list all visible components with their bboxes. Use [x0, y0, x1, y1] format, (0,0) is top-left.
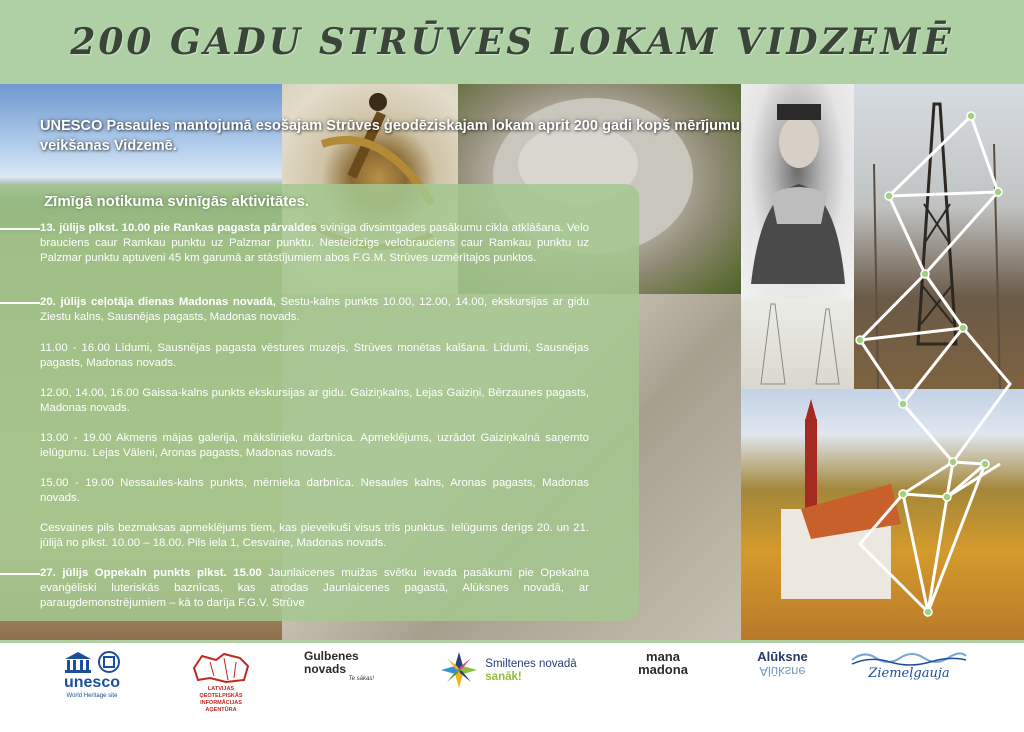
madona-logo: [628, 650, 698, 676]
aluksne-logo: [745, 650, 820, 678]
smiltenes-text-line1: Smiltenes novadā: [485, 657, 577, 670]
unesco-temple-icon: [63, 650, 93, 674]
activity-entry: [40, 386, 589, 416]
gulbenes-logo: [304, 650, 374, 682]
madona-text-line2: madona: [638, 662, 688, 677]
activity-entry: [40, 476, 589, 506]
activity-entry: [40, 566, 589, 610]
entry-text: Cesvaines pils bezmaksas apmeklējums tiem, kas pieveikuši visus trīs punktus. Ielūgums derīgs 20. un 21. jūlijā no plkst. 10.00 – 18.00. Pils iela 1, Cesvaine, Madonas novads.: [40, 522, 589, 549]
lgia-text-line2: INFORMĀCIJAS AĢENTŪRA: [200, 700, 242, 713]
world-heritage-emblem-icon: [97, 650, 121, 674]
entry-bullet-line: [0, 573, 40, 575]
entry-bullet-line: [0, 302, 40, 304]
entry-lead: 13. jūlijs plkst. 10.00 pie Rankas pagasta pārvaldes: [40, 222, 317, 234]
page-title: 200 GADU STRŪVES LOKAM VIDZEMĒ: [70, 21, 954, 63]
star-flower-icon: [439, 650, 479, 690]
activity-entry: [40, 221, 589, 265]
madona-text-line1: mana: [646, 649, 680, 664]
entry-text: 15.00 - 19.00 Nessaules-kalns punkts, mērnieka darbnīca. Nesaules kalns, Aronas pagasts, Madonas novads.: [40, 477, 589, 504]
entry-text: 13.00 - 19.00 Akmens mājas galerija, mākslinieku darbnīca. Apmeklējums, uzrādot Gaiziņkalnā saņemto ielūgumu. Lejas Vāleni, Aronas pagasts, Madonas novads.: [40, 432, 589, 459]
header-banner: [0, 0, 1024, 84]
activity-entry: [40, 295, 589, 325]
intro-text: UNESCO Pasaules mantojumā esošajam Strūves ģeodēziskajam lokam aprit 200 gadi kopš mērījumu veikšanas Vidzemē.: [40, 118, 740, 154]
activity-entry: [40, 431, 589, 461]
entry-text: 11.00 - 16.00 Līdumi, Sausnējas pagasta vēstures muzejs, Strūves monētas kalšana. Līdumi, Sausnējas pagasts, Madonas novads.: [40, 342, 589, 369]
entry-text: 12.00, 14.00, 16.00 Gaissa-kalns punkts ekskursijas ar gidu. Gaiziņkalns, Lejas Gaiziņi, Bērzaunes pagasts, Madonas novads.: [40, 387, 589, 414]
latvia-map-icon: [190, 650, 252, 686]
wave-icon: [850, 650, 968, 666]
unesco-wordmark: unesco: [63, 674, 120, 691]
lgia-logo: [186, 650, 256, 714]
gulbenes-slogan: Te sākas!: [348, 676, 374, 682]
activity-entry: [40, 521, 589, 551]
entry-bullet-line: [0, 228, 40, 230]
entry-text: Sestu-kalns punkts 10.00, 12.00, 14.00, ekskursijas ar gidu Ziestu kalns, Sausnējas pagasts, Madonas novads.: [40, 296, 589, 323]
entry-lead: 27. jūlijs Oppekaln punkts plkst. 15.00: [40, 567, 262, 579]
unesco-subtitle: World Heritage site: [66, 693, 118, 699]
entry-text: svinīga divsimtgades pasākumu cikla atklāšana. Velo brauciens caur Ramkau punktu uz Palzmar punktu. Nesteidzīgs velobrauciens caur Ramkau punktu uz Palzmar punktu aptuveni 45 km garumā ar stāstījumiem abos F.G.M. Strūves uzmērītajos punktos.: [40, 222, 589, 264]
aluksne-wordmark: Alūksne: [757, 649, 808, 664]
entry-text: Jaunlaicenes muižas svētku ievada pasākumi pie Opekalna evanģēliski luteriskās baznīcas, kas atrodas Jaunlaicenes pagastā, Alūksnes novadā, ar paraugdemonstrējumiem – kā to darīja F.G.V. Strūve: [40, 567, 590, 609]
gulbenes-text-line1: Gulbenes: [304, 649, 359, 663]
ziemelgauja-logo: [848, 650, 970, 681]
smiltenes-logo: [428, 650, 588, 690]
ziemelgauja-wordmark: Ziemeļgauja: [868, 666, 950, 681]
activities-title: Zīmīgā notikuma svinīgās aktivitātes.: [44, 193, 310, 210]
activity-entry: [40, 341, 589, 371]
gulbenes-text-line2: novads: [304, 662, 347, 676]
lgia-text-line1: LATVIJAS ĢEOTELPISKĀS: [199, 686, 243, 699]
unesco-logo: [52, 650, 132, 699]
entry-lead: 20. jūlijs ceļotāja dienas Madonas novadā,: [40, 296, 276, 308]
aluksne-reflection: Alūksne: [759, 664, 806, 679]
smiltenes-text-line2: sanāk!: [485, 670, 522, 683]
